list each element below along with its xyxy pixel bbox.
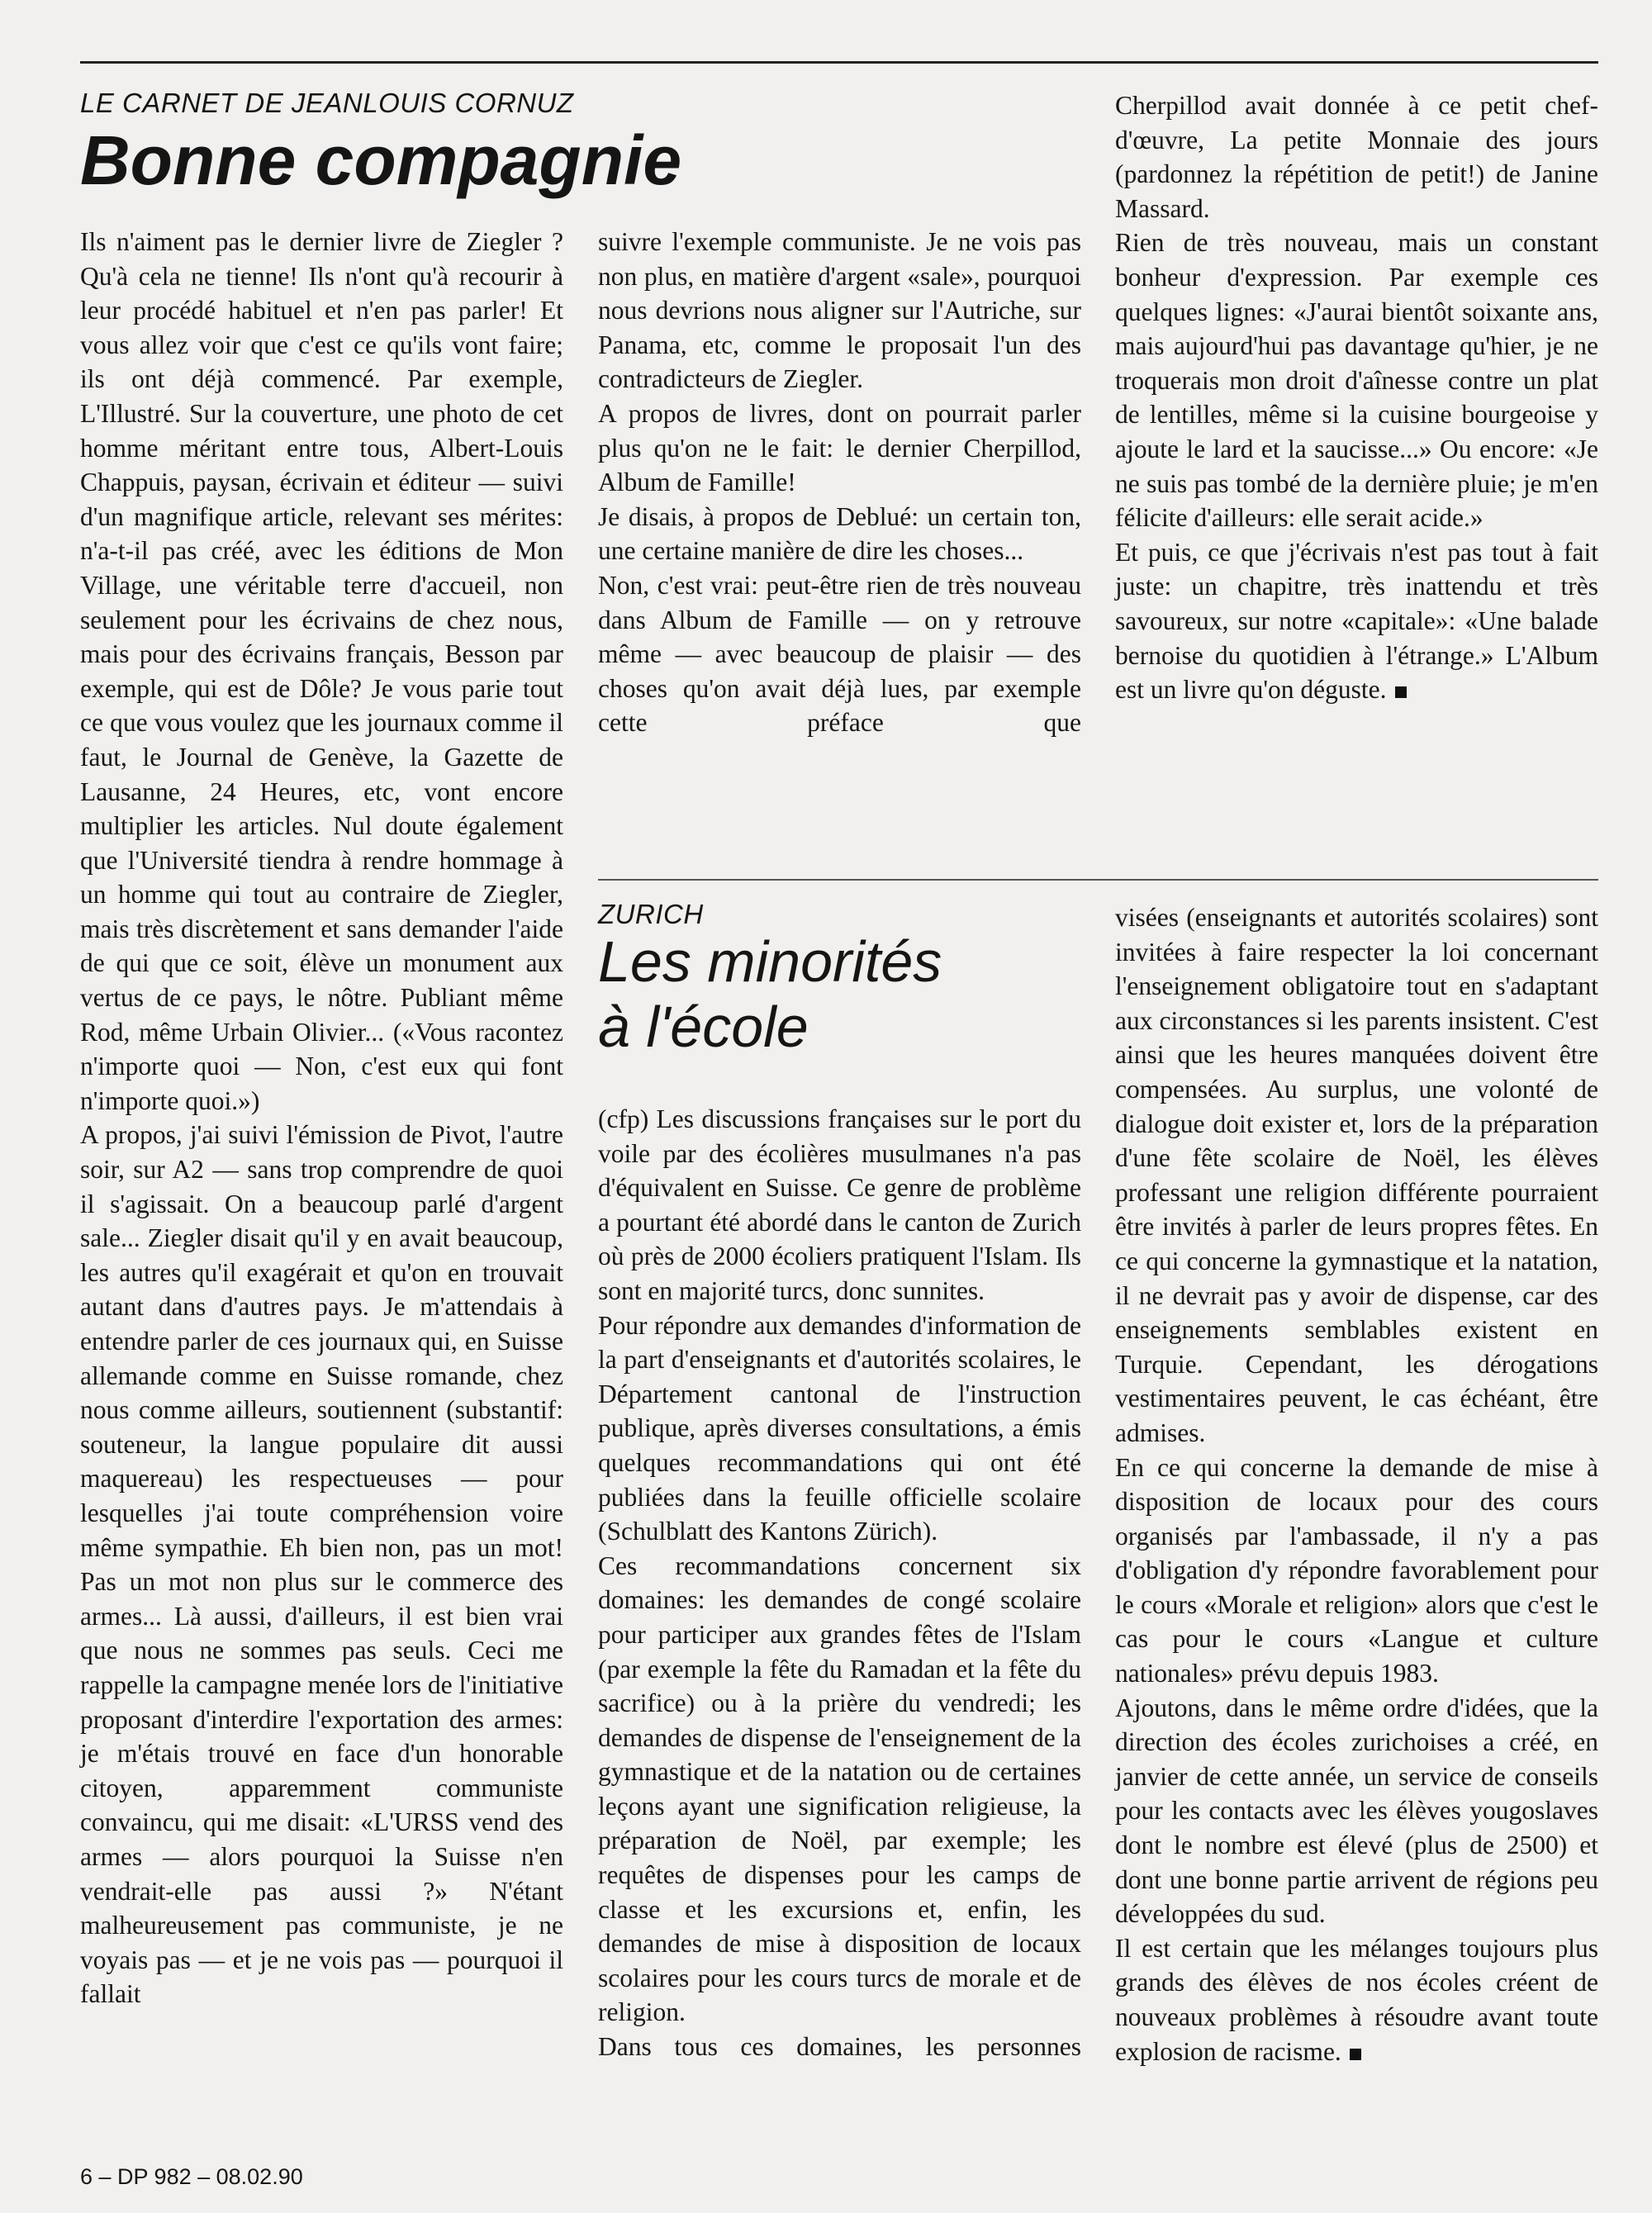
paragraph: Je disais, à propos de Deblué: un certain ton, une certaine manière de dire les choses... (598, 501, 1081, 566)
article1-column-2 (598, 225, 1081, 775)
article2-column-3 (1115, 900, 1598, 2068)
page-folio: 6 – DP 982 – 08.02.90 (80, 2164, 303, 2189)
paragraph: suivre l'exemple communiste. Je ne vois pas non plus, en matière d'argent «sale», pourquoi nous devrions nous aligner sur l'Autriche, sur Panama, etc, comme le proposait l'un des contradicteurs de Ziegler. (598, 227, 1081, 394)
article1-title: Bonne compagnie (80, 121, 682, 199)
paragraph: (cfp) Les discussions françaises sur le port du voile par des écolières musulmanes n'a pas d'équivalent en Suisse. Ce genre de problème a pourtant été abordé dans le canton de Zurich où près de 2000 écoliers pratiquent l'Islam. Ils sont en majorité turcs, donc sunnites. (598, 1104, 1081, 1305)
article2-title-line-2: à l'école (598, 995, 809, 1059)
paragraph: A propos de livres, dont on pourrait parler plus qu'on ne le fait: le dernier Cherpillod, Album de Famille! (598, 398, 1081, 497)
article1-column-1 (80, 225, 563, 2045)
paragraph: En ce qui concerne la demande de mise à disposition de locaux pour des cours organisés par l'ambassade, il n'y a pas d'obligation d'y répondre favorablement pour le cours «Morale et religion» alors que c'est le cas pour le cours «Langue et culture nationales» prévu depuis 1983. (1115, 1452, 1598, 1688)
article2-title-line-1: Les minorités (598, 929, 942, 994)
paragraph (1115, 1931, 1598, 2068)
paragraph-text: Et puis, ce que j'écrivais n'est pas tout à fait juste: un chapitre, très inattendu et très savoureux, sur notre «capitale»: «Une balade bernoise du quotidien à l'étrange.» L'Album est un livre qu'on déguste. (1115, 537, 1598, 705)
article1-kicker: LE CARNET DE JEANLOUIS CORNUZ (80, 88, 574, 118)
paragraph: Ils n'aiment pas le dernier livre de Ziegler ? Qu'à cela ne tienne! Ils n'ont qu'à recourir à leur procédé habituel et n'en pas parler! Et vous allez voir que c'est ce qu'ils vont faire; ils ont déjà commencé. Par exemple, L'Illustré. Sur la couverture, une photo de cet homme méritant entre tous, Albert-Louis Chappuis, paysan, écrivain et éditeur — suivi d'un magnifique article, relevant ses mérites: n'a-t-il pas créé, avec les éditions de Mon Village, une véritable terre d'accueil, non seulement pour les écrivains de chez nous, mais pour des écrivains français, Besson par exemple, qui est de Dôle? Je vous parie tout ce que vous voulez que les journaux comme il faut, le Journal de Genève, la Gazette de Lausanne, 24 Heures, etc, vont encore multiplier les articles. Nul doute également que l'Université tiendra à rendre hommage à un homme qui tout au contraire de Ziegler, mais très discrètement et sans demander l'aide de qui que ce soit, élève un monument aux vertus de ce pays, le nôtre. Publiant même Rod, même Urbain Olivier... («Vous racontez n'importe quoi — Non, c'est eux qui font n'importe quoi.») (80, 227, 563, 1115)
top-rule (80, 61, 1598, 64)
paragraph: Non, c'est vrai: peut-être rien de très nouveau dans Album de Famille — on y retrouve même — avec beaucoup de plaisir — des choses qu'on avait déjà lues, par exemple cette préface que (598, 570, 1081, 738)
paragraph: A propos, j'ai suivi l'émission de Pivot, l'autre soir, sur A2 — sans trop comprendre de quoi il s'agissait. On a beaucoup parlé d'argent sale... Ziegler disait qu'il y en avait beaucoup, les autres qu'il exagérait et qu'on en trouvait autant dans d'autres pays. Je m'attendais à entendre parler de ces journaux qui, en Suisse allemande comme en Suisse romande, chez nous comme ailleurs, soutiennent (substantif: souteneur, la langue populaire dit aussi maquereau) les respectueuses — pour lesquelles j'ai toute compréhension voire même sympathie. Eh bien non, pas un mot! Pas un mot non plus sur le commerce des armes... Là aussi, d'ailleurs, il est bien vrai que nous ne sommes pas seuls. Ceci me rappelle la campagne menée lors de l'initiative proposant d'interdire l'exportation des armes: je m'étais trouvé en face d'un honorable citoyen, apparemment communiste convaincu, qui me disait: «L'URSS vend des armes — alors pourquoi la Suisse n'en vendrait-elle pas aussi ?» N'étant malheureusement pas communiste, je ne voyais pas — et je ne vois pas — pourquoi il fallait (80, 1120, 563, 2009)
paragraph: Rien de très nouveau, mais un constant bonheur d'expression. Par exemple ces quelques lignes: «J'aurai bientôt soixante ans, mais aujourd'hui pas davantage qu'hier, je ne troquerais mon droit d'aînesse contre un plat de lentilles, même si la cuisine bourgeoise y ajoute le lard et la saucisse...» Ou encore: «Je ne suis pas tombé de la dernière pluie; je m'en félicite d'ailleurs: elle serait acide.» (1115, 228, 1598, 533)
paragraph (1115, 535, 1598, 707)
article2-kicker: ZURICH (598, 899, 704, 929)
paragraph: visées (enseignants et autorités scolaires) sont invitées à faire respecter la loi concernant l'enseignement obligatoire tout en s'adaptant aux circonstances si les parents insistent. C'est ainsi que les heures manquées doivent être compensées. Au surplus, une volonté de dialogue doit exister et, lors de la préparation d'une fête scolaire de Noël, les élèves professant une religion différente pourraient être invités à parler de leurs propres fêtes. En ce qui concerne la gymnastique et la natation, il ne devrait pas y avoir de dispense, car des enseignements semblables existent en Turquie. Cependant, les dérogations vestimentaires peuvent, le cas échéant, être admises. (1115, 903, 1598, 1447)
end-of-article-mark (1395, 686, 1407, 698)
article1-column-3 (1115, 88, 1598, 707)
section-rule (598, 879, 1598, 881)
paragraph: Ajoutons, dans le même ordre d'idées, que la direction des écoles zurichoises a créé, en janvier de cette année, un service de conseils pour les contacts avec les élèves yougoslaves dont le nombre est élevé (plus de 2500) et dont une bonne partie arrivent de régions peu développées du sud. (1115, 1693, 1598, 1929)
paragraph: Pour répondre aux demandes d'information de la part d'enseignants et d'autorités scolaires, le Département cantonal de l'instruction publique, après diverses consultations, a émis quelques recommandations qui ont été publiées dans la feuille officielle scolaire (Schulblatt des Kantons Zürich). (598, 1310, 1081, 1546)
paragraph: Ces recommandations concernent six domaines: les demandes de congé scolaire pour participer aux grandes fêtes de l'Islam (par exemple la fête du Ramadan et la fête du sacrifice) ou à la prière du vendredi; les demandes de dispense de l'enseignement de la gymnastique et de la natation ou de certaines leçons ayant une signification religieuse, la préparation de Noël, par exemple; les requêtes de dispenses pour les camps de classe et les excursions et, enfin, les demandes de mise à disposition de locaux scolaires pour les cours turcs de morale et de religion. (598, 1551, 1081, 2027)
paragraph: Dans tous ces domaines, les personnes (598, 2032, 1081, 2062)
end-of-article-mark (1350, 2049, 1361, 2060)
article2-column-2 (598, 1102, 1081, 2098)
paragraph: Cherpillod avait donnée à ce petit chef-d'œuvre, La petite Monnaie des jours (pardonnez la répétition de petit!) de Janine Massard. (1115, 91, 1598, 223)
paragraph-text: Il est certain que les mélanges toujours plus grands des élèves de nos écoles créent de nouveaux problèmes à résoudre avant toute explosion de racisme. (1115, 1933, 1598, 2066)
